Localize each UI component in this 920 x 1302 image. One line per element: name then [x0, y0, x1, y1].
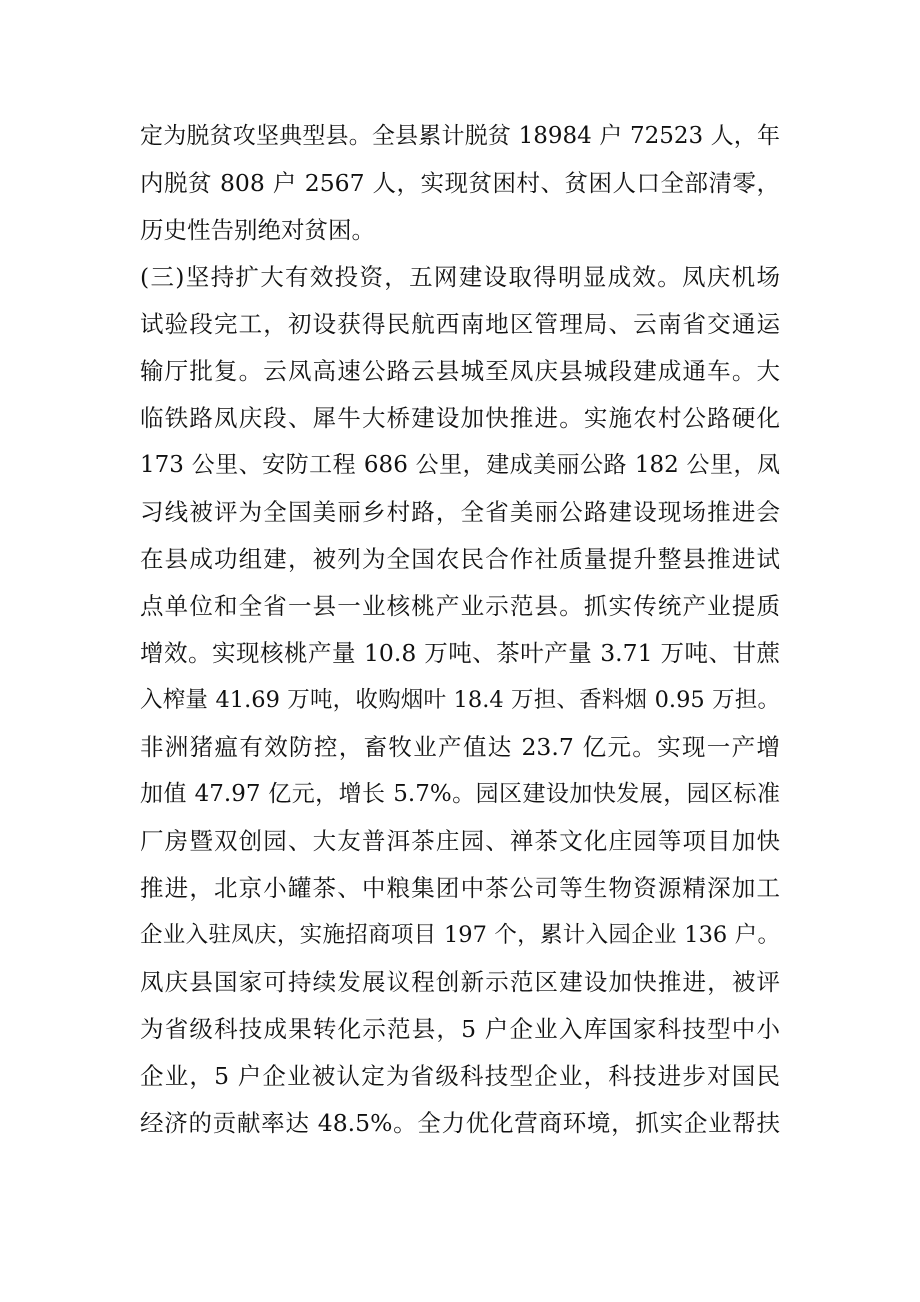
text-line: 173 公里、安防工程 686 公里，建成美丽公路 182 公里，凤	[140, 452, 780, 478]
text-line: 入榨量 41.69 万吨，收购烟叶 18.4 万担、香料烟 0.95 万担。	[140, 687, 780, 713]
text-line: 凤庆县国家可持续发展议程创新示范区建设加快推进，被评	[140, 968, 780, 996]
text-line: 临铁路凤庆段、犀牛大桥建设加快推进。实施农村公路硬化	[140, 404, 780, 432]
text-line: 试验段完工，初设获得民航西南地区管理局、云南省交通运	[140, 310, 780, 338]
text-line: 经济的贡献率达 48.5%。全力优化营商环境，抓实企业帮扶	[140, 1109, 780, 1137]
text-line: 习线被评为全国美丽乡村路，全省美丽公路建设现场推进会	[140, 498, 780, 526]
section-heading-line: (三)坚持扩大有效投资，五网建设取得明显成效。凤庆机场	[140, 263, 780, 291]
text-line: 历史性告别绝对贫困。	[140, 216, 375, 244]
text-line: 在县成功组建，被列为全国农民合作社质量提升整县推进试	[140, 545, 780, 573]
text-line: 输厅批复。云凤高速公路云县城至凤庆县城段建成通车。大	[140, 357, 780, 385]
body-text	[140, 113, 780, 1147]
text-line: 非洲猪瘟有效防控，畜牧业产值达 23.7 亿元。实现一产增	[140, 733, 780, 761]
text-line: 推进，北京小罐茶、中粮集团中茶公司等生物资源精深加工	[140, 874, 780, 902]
text-line: 为省级科技成果转化示范县，5 户企业入库国家科技型中小	[140, 1015, 780, 1043]
text-line: 企业入驻凤庆，实施招商项目 197 个，累计入园企业 136 户。	[140, 922, 780, 948]
text-line: 企业，5 户企业被认定为省级科技型企业，科技进步对国民	[140, 1062, 780, 1090]
text-line: 增效。实现核桃产量 10.8 万吨、茶叶产量 3.71 万吨、甘蔗	[140, 639, 780, 667]
text-line: 点单位和全省一县一业核桃产业示范县。抓实传统产业提质	[140, 592, 780, 620]
text-line: 定为脱贫攻坚典型县。全县累计脱贫 18984 户 72523 人，年	[140, 123, 780, 149]
text-line: 内脱贫 808 户 2567 人，实现贫困村、贫困人口全部清零，	[140, 169, 780, 197]
text-line: 加值 47.97 亿元，增长 5.7%。园区建设加快发展，园区标准	[140, 781, 780, 807]
text-line: 厂房暨双创园、大友普洱茶庄园、禅茶文化庄园等项目加快	[140, 827, 780, 855]
